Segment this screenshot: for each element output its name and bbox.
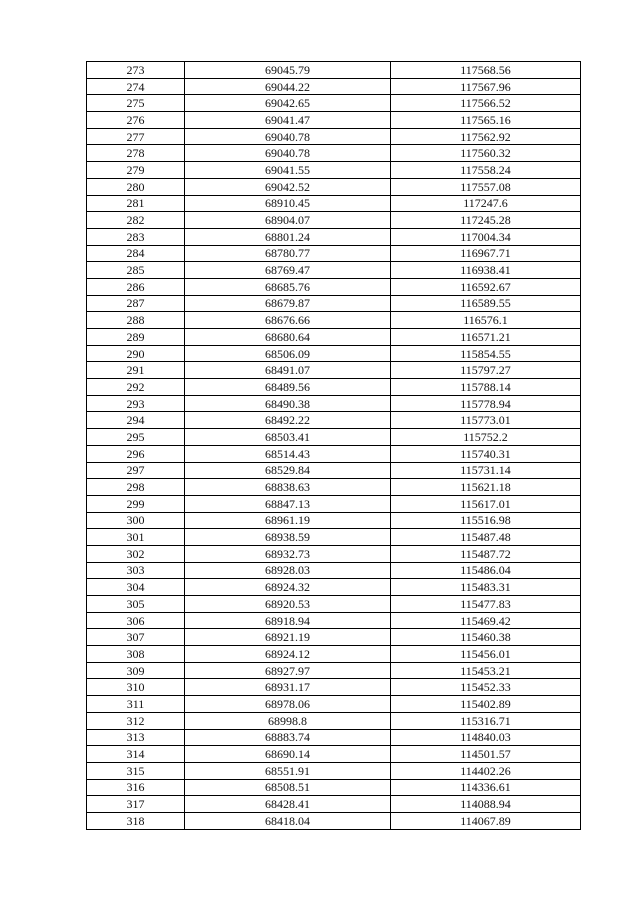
point-number-cell: 295 [87,429,185,446]
x-coordinate-cell: 68883.74 [185,729,391,746]
table-row [87,462,581,479]
table-row [87,95,581,112]
y-coordinate-cell: 115621.18 [391,479,581,496]
table-row [87,796,581,813]
y-coordinate-cell: 116938.41 [391,262,581,279]
y-coordinate-cell: 117557.08 [391,178,581,195]
y-coordinate-cell: 117558.24 [391,162,581,179]
x-coordinate-cell: 69042.52 [185,178,391,195]
y-coordinate-cell: 117247.6 [391,195,581,212]
x-coordinate-cell: 68998.8 [185,712,391,729]
point-number-cell: 310 [87,679,185,696]
table-row [87,746,581,763]
y-coordinate-cell: 115452.33 [391,679,581,696]
y-coordinate-cell: 115617.01 [391,495,581,512]
y-coordinate-cell: 116592.67 [391,278,581,295]
y-coordinate-cell: 115797.27 [391,362,581,379]
table-row [87,128,581,145]
point-number-cell: 307 [87,629,185,646]
point-number-cell: 282 [87,212,185,229]
y-coordinate-cell: 115516.98 [391,512,581,529]
table-row [87,78,581,95]
table-row [87,779,581,796]
point-number-cell: 294 [87,412,185,429]
point-number-cell: 312 [87,712,185,729]
y-coordinate-cell: 117245.28 [391,212,581,229]
x-coordinate-cell: 68932.73 [185,545,391,562]
x-coordinate-cell: 68418.04 [185,812,391,829]
x-coordinate-cell: 68920.53 [185,596,391,613]
y-coordinate-cell: 115486.04 [391,562,581,579]
x-coordinate-cell: 68838.63 [185,479,391,496]
point-number-cell: 303 [87,562,185,579]
point-number-cell: 287 [87,295,185,312]
table-row [87,679,581,696]
x-coordinate-cell: 68679.87 [185,295,391,312]
point-number-cell: 285 [87,262,185,279]
y-coordinate-cell: 114501.57 [391,746,581,763]
point-number-cell: 281 [87,195,185,212]
point-number-cell: 279 [87,162,185,179]
point-number-cell: 300 [87,512,185,529]
y-coordinate-cell: 116589.55 [391,295,581,312]
x-coordinate-cell: 68490.38 [185,395,391,412]
x-coordinate-cell: 68927.97 [185,662,391,679]
x-coordinate-cell: 68492.22 [185,412,391,429]
x-coordinate-cell: 68503.41 [185,429,391,446]
table-row [87,395,581,412]
table-row [87,596,581,613]
y-coordinate-cell: 117565.16 [391,112,581,129]
x-coordinate-cell: 68676.66 [185,312,391,329]
table-row [87,245,581,262]
y-coordinate-cell: 115402.89 [391,696,581,713]
table-row [87,379,581,396]
table-row [87,145,581,162]
x-coordinate-cell: 68428.41 [185,796,391,813]
x-coordinate-cell: 68847.13 [185,495,391,512]
x-coordinate-cell: 68978.06 [185,696,391,713]
table-row [87,579,581,596]
y-coordinate-cell: 117562.92 [391,128,581,145]
table-row [87,512,581,529]
y-coordinate-cell: 114336.61 [391,779,581,796]
x-coordinate-cell: 69045.79 [185,62,391,79]
coordinate-table-body [87,62,581,830]
point-number-cell: 289 [87,329,185,346]
x-coordinate-cell: 68924.12 [185,646,391,663]
table-row [87,329,581,346]
table-row [87,112,581,129]
point-number-cell: 296 [87,445,185,462]
point-number-cell: 293 [87,395,185,412]
x-coordinate-cell: 68928.03 [185,562,391,579]
table-row [87,228,581,245]
y-coordinate-cell: 115778.94 [391,395,581,412]
point-number-cell: 315 [87,762,185,779]
table-row [87,429,581,446]
y-coordinate-cell: 115460.38 [391,629,581,646]
table-row [87,529,581,546]
y-coordinate-cell: 114067.89 [391,812,581,829]
point-number-cell: 299 [87,495,185,512]
x-coordinate-cell: 69041.55 [185,162,391,179]
point-number-cell: 283 [87,228,185,245]
point-number-cell: 311 [87,696,185,713]
y-coordinate-cell: 116967.71 [391,245,581,262]
x-coordinate-cell: 68680.64 [185,329,391,346]
y-coordinate-cell: 117566.52 [391,95,581,112]
point-number-cell: 286 [87,278,185,295]
x-coordinate-cell: 68506.09 [185,345,391,362]
table-row [87,495,581,512]
y-coordinate-cell: 115453.21 [391,662,581,679]
y-coordinate-cell: 115477.83 [391,596,581,613]
x-coordinate-cell: 68961.19 [185,512,391,529]
x-coordinate-cell: 68514.43 [185,445,391,462]
point-number-cell: 280 [87,178,185,195]
table-row [87,545,581,562]
x-coordinate-cell: 68801.24 [185,228,391,245]
x-coordinate-cell: 68921.19 [185,629,391,646]
table-row [87,479,581,496]
x-coordinate-cell: 68491.07 [185,362,391,379]
point-number-cell: 304 [87,579,185,596]
y-coordinate-cell: 115773.01 [391,412,581,429]
point-number-cell: 301 [87,529,185,546]
table-row [87,312,581,329]
y-coordinate-cell: 116576.1 [391,312,581,329]
x-coordinate-cell: 68690.14 [185,746,391,763]
x-coordinate-cell: 69044.22 [185,78,391,95]
x-coordinate-cell: 68685.76 [185,278,391,295]
point-number-cell: 291 [87,362,185,379]
x-coordinate-cell: 68769.47 [185,262,391,279]
y-coordinate-cell: 117004.34 [391,228,581,245]
point-number-cell: 305 [87,596,185,613]
point-number-cell: 314 [87,746,185,763]
x-coordinate-cell: 68780.77 [185,245,391,262]
y-coordinate-cell: 115487.48 [391,529,581,546]
table-row [87,762,581,779]
point-number-cell: 302 [87,545,185,562]
y-coordinate-cell: 115788.14 [391,379,581,396]
x-coordinate-cell: 68551.91 [185,762,391,779]
y-coordinate-cell: 116571.21 [391,329,581,346]
table-row [87,646,581,663]
table-row [87,278,581,295]
table-row [87,662,581,679]
point-number-cell: 298 [87,479,185,496]
x-coordinate-cell: 69040.78 [185,128,391,145]
x-coordinate-cell: 69042.65 [185,95,391,112]
x-coordinate-cell: 68508.51 [185,779,391,796]
point-number-cell: 309 [87,662,185,679]
point-number-cell: 288 [87,312,185,329]
point-number-cell: 317 [87,796,185,813]
table-row [87,562,581,579]
table-row [87,812,581,829]
point-number-cell: 278 [87,145,185,162]
y-coordinate-cell: 115740.31 [391,445,581,462]
point-number-cell: 308 [87,646,185,663]
point-number-cell: 284 [87,245,185,262]
point-number-cell: 275 [87,95,185,112]
table-row [87,262,581,279]
x-coordinate-cell: 69040.78 [185,145,391,162]
table-row [87,412,581,429]
x-coordinate-cell: 69041.47 [185,112,391,129]
x-coordinate-cell: 68910.45 [185,195,391,212]
point-number-cell: 277 [87,128,185,145]
y-coordinate-cell: 115456.01 [391,646,581,663]
table-row [87,62,581,79]
point-number-cell: 290 [87,345,185,362]
y-coordinate-cell: 117568.56 [391,62,581,79]
coordinate-table [86,61,581,830]
point-number-cell: 316 [87,779,185,796]
table-row [87,729,581,746]
point-number-cell: 313 [87,729,185,746]
y-coordinate-cell: 115469.42 [391,612,581,629]
table-row [87,295,581,312]
y-coordinate-cell: 115316.71 [391,712,581,729]
table-row [87,712,581,729]
x-coordinate-cell: 68918.94 [185,612,391,629]
y-coordinate-cell: 114088.94 [391,796,581,813]
point-number-cell: 276 [87,112,185,129]
point-number-cell: 273 [87,62,185,79]
table-row [87,629,581,646]
x-coordinate-cell: 68924.32 [185,579,391,596]
table-row [87,345,581,362]
x-coordinate-cell: 68938.59 [185,529,391,546]
table-row [87,362,581,379]
point-number-cell: 306 [87,612,185,629]
y-coordinate-cell: 115752.2 [391,429,581,446]
x-coordinate-cell: 68529.84 [185,462,391,479]
table-row [87,696,581,713]
y-coordinate-cell: 117567.96 [391,78,581,95]
point-number-cell: 274 [87,78,185,95]
point-number-cell: 297 [87,462,185,479]
y-coordinate-cell: 114402.26 [391,762,581,779]
y-coordinate-cell: 115483.31 [391,579,581,596]
table-row [87,445,581,462]
x-coordinate-cell: 68904.07 [185,212,391,229]
point-number-cell: 318 [87,812,185,829]
table-row [87,178,581,195]
y-coordinate-cell: 114840.03 [391,729,581,746]
table-row [87,212,581,229]
table-row [87,162,581,179]
y-coordinate-cell: 115731.14 [391,462,581,479]
table-row [87,612,581,629]
x-coordinate-cell: 68489.56 [185,379,391,396]
y-coordinate-cell: 117560.32 [391,145,581,162]
x-coordinate-cell: 68931.17 [185,679,391,696]
table-row [87,195,581,212]
y-coordinate-cell: 115854.55 [391,345,581,362]
point-number-cell: 292 [87,379,185,396]
y-coordinate-cell: 115487.72 [391,545,581,562]
